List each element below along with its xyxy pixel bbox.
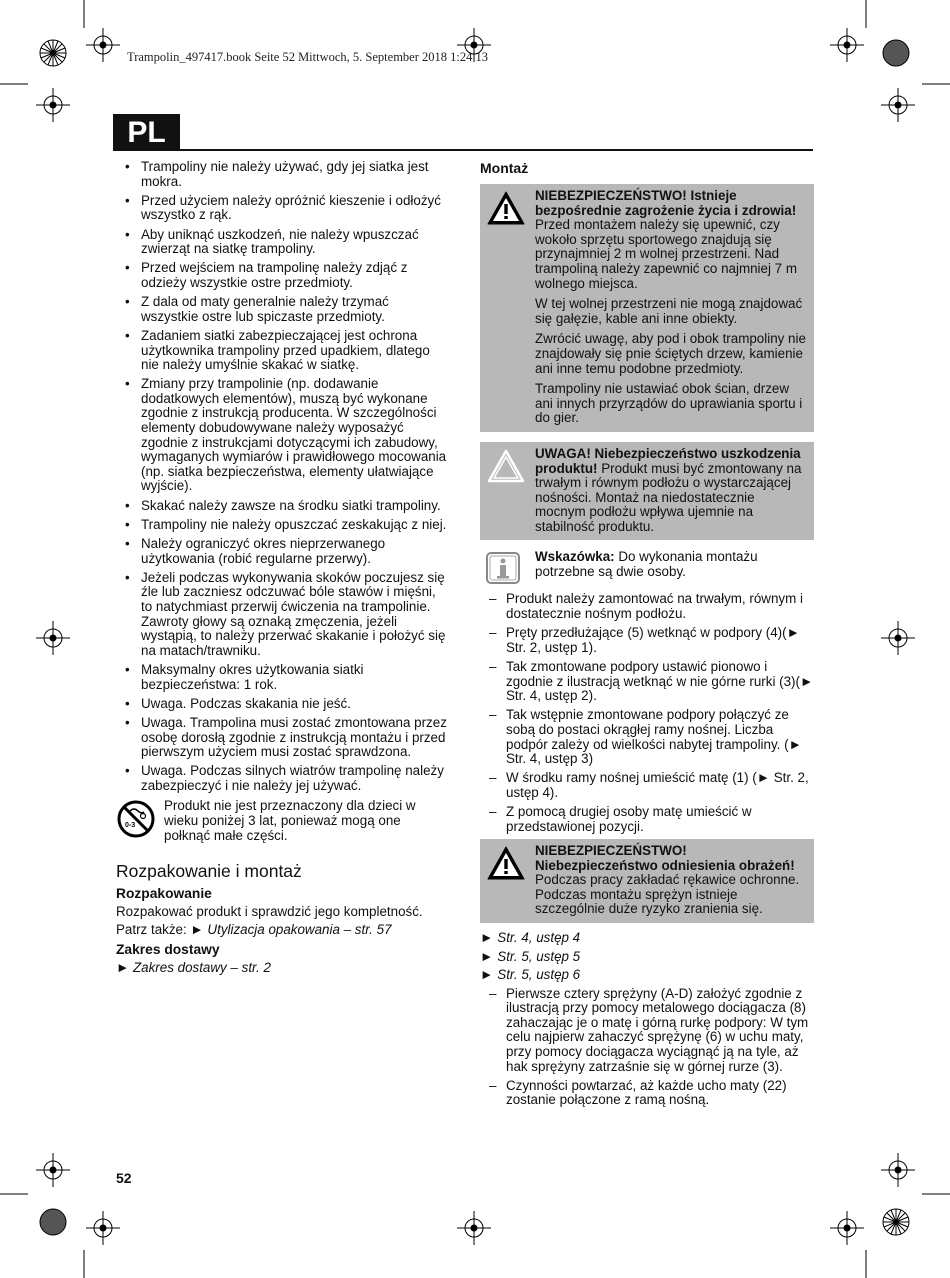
caution-text: Produkt musi być zmontowany na trwałym i równym podłożu o wystarczającej nośności. Montaż na niedostatecznie mocnym podłożu wpływa ujemnie na stabilność produktu. xyxy=(535,460,802,534)
language-tab: PL xyxy=(113,114,180,151)
scope-heading: Zakres dostawy xyxy=(116,941,220,957)
right-column xyxy=(480,160,814,1113)
child-warning-text: Produkt nie jest przeznaczony dla dzieci w wieku poniżej 3 lat, ponieważ mogą one połknąć małe części. xyxy=(164,798,416,843)
see-also-line: Patrz także: ► Utylizacja opakowania – str. 57 xyxy=(116,922,392,938)
header-rule xyxy=(113,149,813,151)
list-item: – Czynności powtarzać, aż każde ucho maty (22) zostanie połączone z ramą nośną. xyxy=(480,1079,814,1108)
unpack-heading: Rozpakowanie xyxy=(116,886,212,902)
hint-heading: Wskazówka: xyxy=(535,549,615,565)
assembly-steps xyxy=(480,592,814,834)
figure-ref-link[interactable]: ► Str. 5, ustęp 6 xyxy=(480,967,581,983)
danger-text: Podczas pracy zakładać rękawice ochronne. Podczas montażu sprężyn istnieje szczególnie duże ryzyko zranienia się. xyxy=(535,872,800,917)
list-item: – Produkt należy zamontować na trwałym, równym i dostatecznie nośnym podłożu. xyxy=(480,592,814,621)
caution-box-product xyxy=(480,442,814,541)
not-for-children-under-3-icon xyxy=(116,799,156,839)
see-also-link[interactable]: Utylizacja opakowania – str. 57 xyxy=(207,922,392,938)
section-title: Rozpakowanie i montaż xyxy=(116,861,302,882)
danger-paragraph: W tej wolnej przestrzeni nie mogą znajdować się gałęzie, kable ani inne obiekty. xyxy=(535,296,803,326)
danger-paragraph: Przed montażem należy się upewnić, czy wokoło sprzętu sportowego znajdują się przynajmniej 2 m wolnej przestrzeni. Nad trampoliną należy zapewnić co najmniej 7 m wolnego miejsca. xyxy=(535,217,797,291)
danger-box-life xyxy=(480,184,814,432)
figure-ref-link[interactable]: ► Str. 4, ustęp 4 xyxy=(480,929,581,945)
figure-ref-link[interactable]: ► Str. 5, ustęp 5 xyxy=(480,948,581,964)
list-item: • Przed wejściem na trampolinę należy zdjąć z odzieży wszystkie ostre przedmioty. xyxy=(116,261,448,290)
list-item: – W środku ramy nośnej umieścić matę (1) (► Str. 2, ustęp 4). xyxy=(480,771,814,800)
list-item: • Przed użyciem należy opróżnić kieszenie i odłożyć wszystko z rąk. xyxy=(116,194,448,223)
figure-references xyxy=(480,931,814,983)
scope-link[interactable]: ► Zakres dostawy – str. 2 xyxy=(116,959,271,975)
assembly-title: Montaż xyxy=(480,160,529,176)
danger-paragraph: Trampoliny nie ustawiać obok ścian, drzew ani innych przyrządów do uprawiania sportu i do gier. xyxy=(535,381,803,426)
list-item: • Aby uniknąć uszkodzeń, nie należy wpuszczać zwierząt na siatkę trampoliny. xyxy=(116,228,448,257)
danger-heading: NIEBEZPIECZEŃSTWO! Niebezpieczeństwo odniesienia obrażeń! xyxy=(535,842,795,873)
caution-heading: UWAGA! Niebezpieczeństwo uszkodzenia produktu! xyxy=(535,445,801,476)
list-item: • Uwaga. Podczas silnych wiatrów trampolinę należy zabezpieczyć i nie należy jej używać. xyxy=(116,764,448,793)
list-item: • Skakać należy zawsze na środku siatki trampoliny. xyxy=(116,499,448,514)
info-icon xyxy=(486,552,520,584)
child-age-warning xyxy=(116,799,448,843)
danger-box-injury xyxy=(480,839,814,923)
left-column xyxy=(116,160,448,978)
list-item: • Zadaniem siatki zabezpieczającej jest ochrona użytkownika trampoliny przed upadkiem, dlatego nie należy umyślnie skakać w siatkę. xyxy=(116,329,448,373)
list-item: – Tak wstępnie zmontowane podpory połączyć ze sobą do postaci okrągłej ramy nośnej. Liczba podpór zależy od wielkości nabytej trampoliny. (► Str. 4, ustęp 3) xyxy=(480,708,814,766)
warning-triangle-icon xyxy=(486,845,526,881)
list-item: • Uwaga. Trampolina musi zostać zmontowana przez osobę dorosłą zgodnie z instrukcją montażu i przed pierwszym użyciem musi zostać sprawdzona. xyxy=(116,716,448,760)
danger-paragraph: Zwrócić uwagę, aby pod i obok trampoliny nie znajdowały się pnie ściętych drzew, kamienie ani inne temu podobne przedmioty. xyxy=(535,331,806,376)
list-item: • Należy ograniczyć okres nieprzerwanego użytkowania (robić regularne przerwy). xyxy=(116,537,448,566)
list-item: • Zmiany przy trampolinie (np. dodawanie dodatkowych elementów), muszą być wykonane zgodnie z instrukcją producenta. W szczególności elementy dobudowywane należy wyposażyć zgodnie z instrukcjami dotyczącymi ich zabudowy, wymaganych wymiarów i prawidłowego mocowania (np. siatka bezpieczeństwa, elementy ułatwiające wyjście). xyxy=(116,377,448,494)
list-item: • Uwaga. Podczas skakania nie jeść. xyxy=(116,697,448,712)
list-item: • Trampoliny nie należy opuszczać zeskakując z niej. xyxy=(116,518,448,533)
spring-steps xyxy=(480,987,814,1108)
safety-bullet-list xyxy=(116,160,448,793)
hint-text: Do wykonania montażu potrzebne są dwie osoby. xyxy=(535,549,758,580)
list-item: • Maksymalny okres użytkowania siatki bezpieczeństwa: 1 rok. xyxy=(116,663,448,692)
warning-triangle-icon xyxy=(486,190,526,226)
list-item: – Tak zmontowane podpory ustawić pionowo i zgodnie z ilustracją wetknąć w nie górne rurki (3)(► Str. 4, ustęp 2). xyxy=(480,660,814,704)
book-file-header: Trampolin_497417.book Seite 52 Mittwoch, 5. September 2018 1:24 13 xyxy=(127,50,488,64)
list-item: – Pierwsze cztery sprężyny (A-D) założyć zgodnie z ilustracją przy pomocy metalowego dociągacza (8) zahaczając je o matę i górną rurkę podpory: W tym celu najpierw zahaczyć sprężynę (6) w uchu maty, przy pomocy dociągacza wyciągnąć ją na tyle, aż hak sprężyny zatrzaśnie się w górnej rurze (3). xyxy=(480,987,814,1075)
danger-heading: NIEBEZPIECZEŃSTWO! Istnieje bezpośrednie zagrożenie życia i zdrowia! xyxy=(535,188,797,218)
page-number: 52 xyxy=(116,1170,132,1186)
list-item: – Z pomocą drugiej osoby matę umieścić w przedstawionej pozycji. xyxy=(480,805,814,834)
caution-triangle-icon xyxy=(486,448,526,484)
unpack-text: Rozpakować produkt i sprawdzić jego kompletność. xyxy=(116,904,423,920)
svg-text:0-3: 0-3 xyxy=(125,822,136,830)
list-item: • Z dala od maty generalnie należy trzymać wszystkie ostre lub spiczaste przedmioty. xyxy=(116,295,448,324)
hint-note xyxy=(480,548,814,586)
list-item: • Trampoliny nie należy używać, gdy jej siatka jest mokra. xyxy=(116,160,448,189)
list-item: – Pręty przedłużające (5) wetknąć w podpory (4)(► Str. 2, ustęp 1). xyxy=(480,626,814,655)
list-item: • Jeżeli podczas wykonywania skoków poczujesz się źle lub zaczniesz odczuwać bóle stawów i mięśni, to natychmiast przerwij ćwiczenia na trampolinie. Zawroty głowy są oznaką zmęczenia, jeżeli wystąpią, to należy przerwać skakanie i położyć się na matach/trawniku. xyxy=(116,571,448,659)
